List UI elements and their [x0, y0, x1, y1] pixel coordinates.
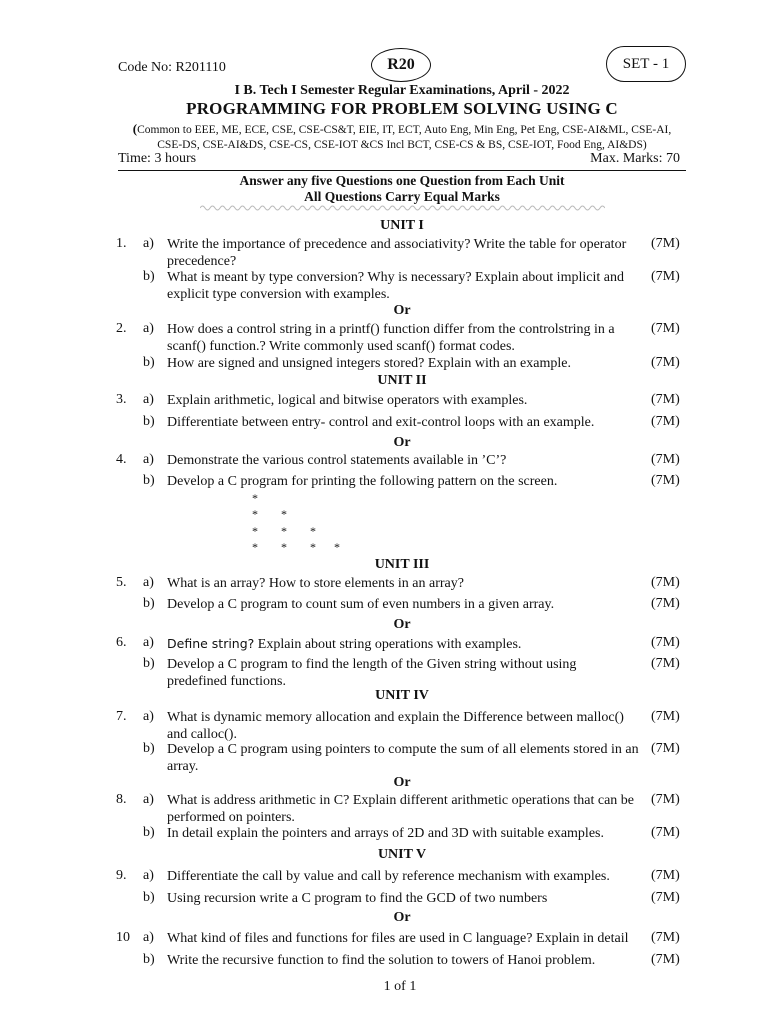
part-label: b) — [143, 355, 155, 370]
part-label: a) — [143, 236, 154, 251]
instruction-line-1: Answer any five Questions one Question from Each Unit — [239, 173, 565, 188]
question-text: How does a control string in a printf() function differ from the controlstring in a scanf() function.? Write commonly used scanf() format codes. — [167, 322, 615, 354]
pattern-star: * — [252, 507, 258, 521]
marks: (7M) — [651, 952, 680, 967]
part-label: b) — [143, 890, 155, 905]
marks: (7M) — [651, 656, 680, 671]
question-number: 5. — [116, 575, 127, 590]
question-text: How are signed and unsigned integers stored? Explain with an example. — [167, 356, 571, 371]
marks: (7M) — [651, 741, 680, 756]
part-label: a) — [143, 635, 154, 650]
marks: (7M) — [651, 930, 680, 945]
pattern-star: * — [252, 524, 258, 538]
marks: (7M) — [651, 635, 680, 650]
question-text: Develop a C program using pointers to compute the sum of all elements stored in an array. — [167, 742, 639, 774]
pattern-star: * — [252, 491, 258, 505]
page-number: 1 of 1 — [383, 979, 417, 994]
question-text: What is meant by type conversion? Why is necessary? Explain about implicit and explicit type conversion with examples. — [167, 270, 624, 302]
common-branches: (Common to EEE, ME, ECE, CSE, CSE-CS&T, EIE, IT, ECT, Auto Eng, Min Eng, Pet Eng, CSE-AI&ML, CSE-AI, CSE-DS, CSE-AI&DS, CSE-CS, CSE-IOT &CS Incl BCT, CSE-CS & BS, CSE-IOT, Food Eng, AI&DS) — [132, 121, 672, 151]
code-number: Code No: R201110 — [118, 60, 226, 75]
part-label: b) — [143, 596, 155, 611]
part-label: a) — [143, 575, 154, 590]
or-separator: Or — [393, 775, 411, 790]
regulation-badge: R20 — [371, 48, 431, 82]
question-text: Develop a C program for printing the following pattern on the screen. — [167, 474, 558, 489]
instruction-line-2: All Questions Carry Equal Marks — [304, 189, 500, 204]
marks: (7M) — [651, 269, 680, 284]
question-text: What is address arithmetic in C? Explain different arithmetic operations that can be performed on pointers. — [167, 793, 635, 825]
question-number: 8. — [116, 792, 127, 807]
question-number: 2. — [116, 321, 127, 336]
wavy-divider — [200, 204, 605, 212]
or-separator: Or — [393, 303, 411, 318]
marks: (7M) — [651, 452, 680, 467]
question-text: Differentiate between entry- control and exit-control loops with an example. — [167, 415, 595, 430]
part-label: a) — [143, 452, 154, 467]
part-label: a) — [143, 868, 154, 883]
question-text: What is dynamic memory allocation and explain the Difference between malloc() and calloc(). — [167, 710, 624, 742]
question-text: Differentiate the call by value and call by reference mechanism with examples. — [167, 869, 610, 884]
part-label: b) — [143, 414, 155, 429]
question-text: Demonstrate the various control statements available in ’C’? — [167, 453, 507, 468]
part-label: a) — [143, 321, 154, 336]
question-text: Develop a C program to count sum of even numbers in a given array. — [167, 597, 555, 612]
marks: (7M) — [651, 392, 680, 407]
marks: (7M) — [651, 414, 680, 429]
question-number: 9. — [116, 868, 127, 883]
common-paren: ( — [132, 121, 138, 136]
or-separator: Or — [393, 617, 411, 632]
marks: (7M) — [651, 709, 680, 724]
question-text: Write the importance of precedence and associativity? Write the table for operator precedence? — [167, 237, 627, 269]
question-number: 3. — [116, 392, 127, 407]
part-label: b) — [143, 952, 155, 967]
question-number: 10 — [116, 930, 130, 945]
question-text: Write the recursive function to find the solution to towers of Hanoi problem. — [167, 953, 596, 968]
pattern-star: * — [310, 524, 316, 538]
unit-heading: UNIT IV — [375, 688, 429, 703]
part-label: b) — [143, 269, 155, 284]
part-label: a) — [143, 930, 154, 945]
pattern-star: * — [310, 540, 316, 554]
question-number: 6. — [116, 635, 127, 650]
question-number: 1. — [116, 236, 127, 251]
time-label: Time: 3 hours — [118, 151, 197, 166]
part-label: b) — [143, 656, 155, 671]
question-text: What kind of files and functions for files are used in C language? Explain in detail — [167, 931, 629, 946]
question-number: 4. — [116, 452, 127, 467]
pattern-star: * — [281, 524, 287, 538]
pattern-star: * — [281, 540, 287, 554]
marks: (7M) — [651, 596, 680, 611]
marks: (7M) — [651, 236, 680, 251]
marks: (7M) — [651, 473, 680, 488]
part-label: a) — [143, 792, 154, 807]
part-label: b) — [143, 473, 155, 488]
question-text: What is an array? How to store elements in an array? — [167, 576, 464, 591]
part-label: b) — [143, 825, 155, 840]
unit-heading: UNIT II — [377, 373, 427, 388]
pattern-star: * — [281, 507, 287, 521]
question-number: 7. — [116, 709, 127, 724]
question-text: In detail explain the pointers and arrays of 2D and 3D with suitable examples. — [167, 826, 604, 841]
header-divider — [118, 170, 686, 171]
unit-heading: UNIT V — [377, 847, 427, 862]
part-label: b) — [143, 741, 155, 756]
marks: (7M) — [651, 355, 680, 370]
pattern-star: * — [334, 540, 340, 554]
or-separator: Or — [393, 910, 411, 925]
or-separator: Or — [393, 435, 411, 450]
exam-title: I B. Tech I Semester Regular Examinations, April - 2022 — [234, 83, 570, 98]
marks: (7M) — [651, 825, 680, 840]
marks: (7M) — [651, 890, 680, 905]
part-label: a) — [143, 709, 154, 724]
question-text: Using recursion write a C program to find the GCD of two numbers — [167, 891, 548, 906]
question-text: Explain arithmetic, logical and bitwise operators with examples. — [167, 393, 528, 408]
pattern-star: * — [252, 540, 258, 554]
max-marks-label: Max. Marks: 70 — [590, 151, 680, 166]
question-text: Develop a C program to find the length of the Given string without using predefined functions. — [167, 657, 577, 689]
part-label: a) — [143, 392, 154, 407]
set-badge: SET - 1 — [606, 46, 686, 82]
marks: (7M) — [651, 792, 680, 807]
marks: (7M) — [651, 575, 680, 590]
unit-heading: UNIT I — [380, 218, 424, 233]
marks: (7M) — [651, 868, 680, 883]
marks: (7M) — [651, 321, 680, 336]
question-text: Define string? Explain about string operations with examples. — [167, 636, 522, 652]
unit-heading: UNIT III — [374, 557, 430, 572]
subject-title: PROGRAMMING FOR PROBLEM SOLVING USING C — [186, 99, 618, 118]
